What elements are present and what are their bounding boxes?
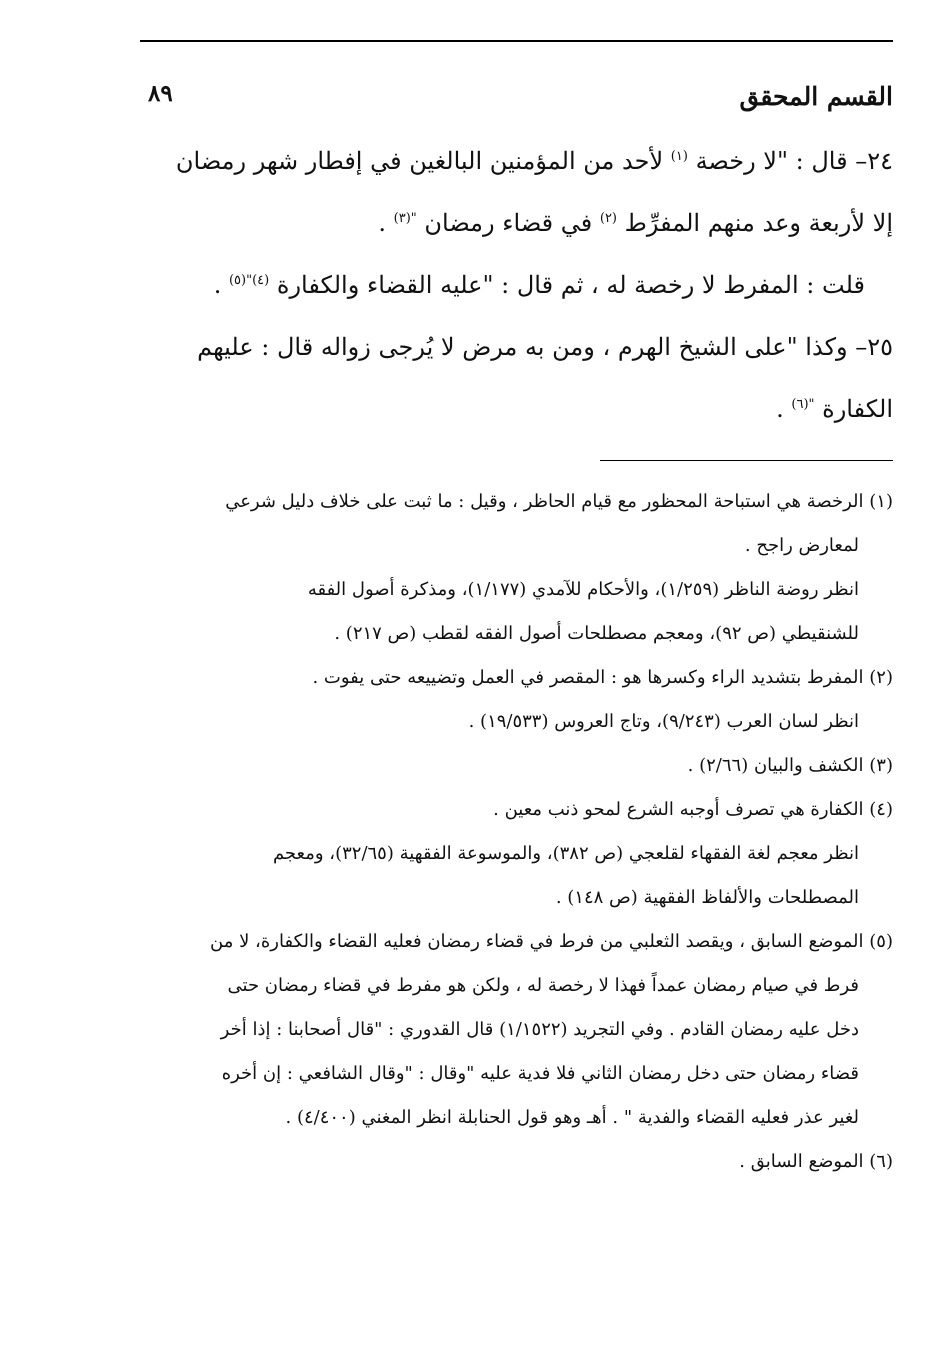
page-header bbox=[140, 78, 893, 114]
footnote-5-cont: قضاء رمضان حتى دخل رمضان الثاني فلا فدية عليه "وقال : "وقال الشافعي : إن أخره bbox=[221, 1063, 859, 1084]
paragraph-24-line-1 bbox=[150, 130, 893, 192]
footnote-5-cont: دخل عليه رمضان القادم . وفي التجريد (١/١٥٢٢) قال القدوري : "قال أصحابنا : إذا أخر bbox=[220, 1019, 859, 1040]
footnote-2: (٢) المفرط بتشديد الراء وكسرها هو : المقصر في العمل وتضييعه حتى يفوت . bbox=[312, 667, 893, 688]
text-segment: في قضاء رمضان bbox=[424, 209, 593, 237]
header-rule bbox=[140, 40, 893, 42]
text-segment: ٢٥– وكذا "على الشيخ الهرم ، ومن به مرض لا يُرجى زواله قال : عليهم bbox=[197, 333, 893, 361]
footnote-1-ref: انظر روضة الناظر (١/٢٥٩)، والأحكام للآمدي (١/١٧٧)، ومذكرة أصول الفقه bbox=[307, 579, 859, 600]
footnote-ref-1: (١) bbox=[670, 149, 688, 164]
footnote-4: (٤) الكفارة هي تصرف أوجبه الشرع لمحو ذنب معين . bbox=[493, 799, 893, 820]
paragraph-25-line-1 bbox=[150, 316, 893, 378]
footnote-1-ref-cont: للشنقيطي (ص ٩٢)، ومعجم مصطلحات أصول الفقه لقطب (ص ٢١٧) . bbox=[334, 623, 859, 644]
footnote-2-ref: انظر لسان العرب (٩/٢٤٣)، وتاج العروس (١٩/٥٣٣) . bbox=[468, 711, 859, 732]
footnote-ref-6: "(٦) bbox=[791, 397, 815, 412]
text-segment: إلا لأربعة وعد منهم المفرِّط bbox=[624, 209, 893, 237]
footnote-6: (٦) الموضع السابق . bbox=[739, 1151, 893, 1172]
text-segment: قلت : المفرط لا رخصة له ، ثم قال : "عليه القضاء والكفارة bbox=[276, 271, 865, 299]
footnote-1-cont: لمعارض راجح . bbox=[744, 535, 859, 556]
comment-line: قلت : المفرط لا رخصة له ، ثم قال : "عليه القضاء والكفارة $^{(٤)"(٥)}$ . bbox=[213, 271, 865, 299]
footnote-1: (١) الرخصة هي استباحة المحظور مع قيام الحاظر ، وقيل : ما ثبت على خلاف دليل شرعي bbox=[225, 491, 893, 512]
footnote-separator bbox=[600, 460, 893, 461]
text-segment: لأحد من المؤمنين البالغين في إفطار شهر رمضان bbox=[175, 147, 664, 175]
footnote-ref-2: (٢) bbox=[599, 211, 617, 226]
footnote-4-ref-cont: المصطلحات والألفاظ الفقهية (ص ١٤٨) . bbox=[555, 887, 859, 908]
footnote-ref-3: "(٣) bbox=[393, 211, 417, 226]
footnote-5-cont: فرط في صيام رمضان عمداً فهذا لا رخصة له ، ولكن هو مفرط في قضاء رمضان حتى bbox=[227, 975, 859, 996]
footnote-ref-4: (٤) bbox=[252, 273, 270, 288]
text-segment: الكفارة bbox=[822, 395, 893, 423]
page-number: ٨٩ bbox=[148, 80, 173, 107]
text-segment: ٢٤– قال : "لا رخصة bbox=[695, 147, 893, 175]
footnotes bbox=[140, 480, 893, 1184]
footnote-5: (٥) الموضع السابق ، ويقصد الثعلبي من فرط في قضاء رمضان فعليه القضاء والكفارة، لا من bbox=[210, 931, 893, 952]
paragraph-25-line-2: الكفارة $^{"(٦)}$ . bbox=[776, 395, 893, 423]
footnote-5-cont: لغير عذر فعليه القضاء والفدية " . أهـ وهو قول الحنابلة انظر المغني (٤/٤٠٠) . bbox=[285, 1107, 859, 1128]
footnote-3: (٣) الكشف والبيان (٢/٦٦) . bbox=[687, 755, 893, 776]
footnote-4-ref: انظر معجم لغة الفقهاء لقلعجي (ص ٣٨٢)، والموسوعة الفقهية (٣٢/٦٥)، ومعجم bbox=[272, 843, 859, 864]
paragraph-24-line-2: إلا لأربعة وعد منهم المفرِّط $^{(٢)}$ في قضاء رمضان $^{"(٣)}$ . bbox=[378, 209, 893, 237]
section-title: القسم المحقق bbox=[739, 82, 893, 111]
footnote-ref-5: "(٥) bbox=[228, 273, 253, 288]
main-text bbox=[150, 130, 893, 440]
